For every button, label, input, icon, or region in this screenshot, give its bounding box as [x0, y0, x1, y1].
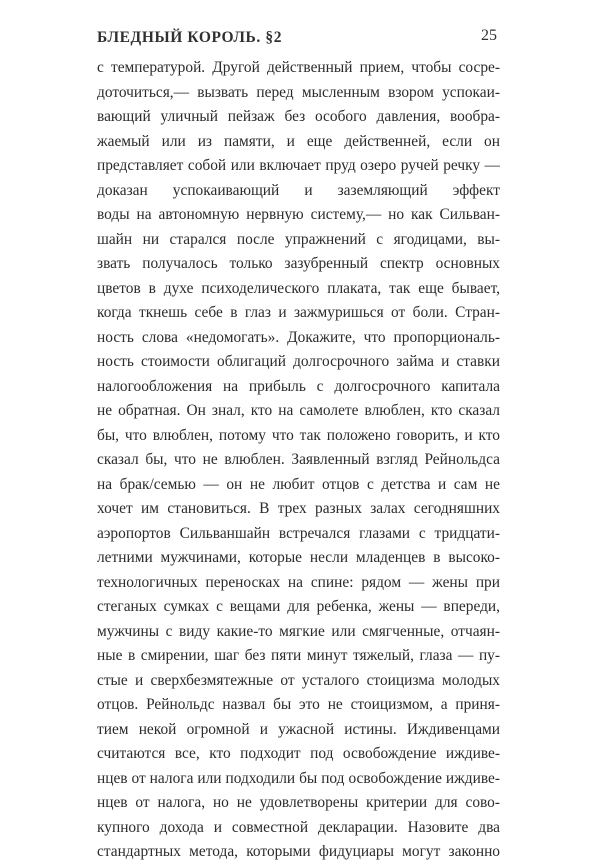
text-line: летними мужчинами, которые несли младенцев в высоко- [97, 549, 500, 566]
text-line: стые и сверхбезмятежные от усталого стоицизма молодых [97, 671, 500, 689]
text-line: налогообложения на прибыль с долгосрочного капитала [97, 377, 500, 395]
text-line: хочет им становиться. В трех разных залах сегодняшних [97, 500, 500, 517]
body-text [97, 56, 500, 865]
text-line: не обратная. Он знал, кто на самолете влюблен, кто сказал [97, 402, 500, 419]
running-title: БЛЕДНЫЙ КОРОЛЬ. §2 [97, 29, 283, 46]
text-line: шайн ни старался после упражнений с ягодицами, вы- [97, 230, 500, 248]
text-line: нцев от налога, но не удовлетворены критерии для сово- [97, 794, 500, 811]
text-line: с температурой. Другой действенный прием, чтобы сосре- [97, 59, 500, 76]
text-line: сказал бы, что не влюблен. Заявленный взгляд Рейнольдса [97, 451, 500, 468]
text-line: нцев от налога или подходили бы под освобождение иждиве- [97, 769, 500, 787]
text-line: вающий уличный пейзаж без особого давления, вообра- [97, 108, 500, 125]
text-line: тием некой огромной и ужасной истины. Иждивенцами [97, 720, 500, 738]
text-line: стеганых сумках с вещами для ребенка, жены — впереди, [97, 598, 500, 615]
text-line: цветов в духе психоделического плаката, так еще бывает, [97, 279, 500, 297]
text-line: когда ткнешь себе в глаз и зажмуришься от боли. Стран- [97, 304, 500, 321]
text-line: бы, что влюблен, потому что так положено говорить, и кто [97, 426, 500, 444]
text-line: жаемый или из памяти, и еще действенней, если он [97, 132, 500, 150]
page-number: 25 [481, 27, 497, 44]
text-line: технологичных переносках на спине: рядом — жены при [97, 573, 500, 591]
text-line: доточиться,— вызвать перед мысленным взором успокаи- [97, 83, 500, 101]
text-line: воды на автономную нервную систему,— но как Сильван- [97, 206, 500, 223]
text-line: ные в смирении, шаг без пяти минут тяжелый, глаза — пу- [97, 647, 500, 664]
text-line: представляет собой или включает пруд озеро ручей речку — доказан успокаивающий и заземляющий эффект [97, 157, 500, 199]
text-line: аэропортов Сильваншайн встречался глазами с тридцати- [97, 524, 500, 542]
text-line: на брак/семью — он не любит отцов с детства и сам не [97, 475, 500, 493]
text-line: считаются все, кто подходит под освобождение иждиве- [97, 745, 500, 762]
text-line: ность слова «недомогать». Докажите, что пропорциональ- [97, 328, 500, 346]
text-line: отцов. Рейнольдс назвал бы это не стоицизмом, а приня- [97, 696, 500, 713]
text-line: стандартных метода, которыми фидуциары могут законно [97, 843, 500, 860]
text-line: звать получалось только зазубренный спектр основных [97, 255, 500, 272]
text-line: мужчины с виду какие-то мягкие или смягченные, отчаян- [97, 622, 500, 640]
text-line: купного дохода и совместной декларации. Назовите два [97, 818, 500, 836]
text-line: ность стоимости облигаций долгосрочного займа и ставки [97, 353, 500, 370]
